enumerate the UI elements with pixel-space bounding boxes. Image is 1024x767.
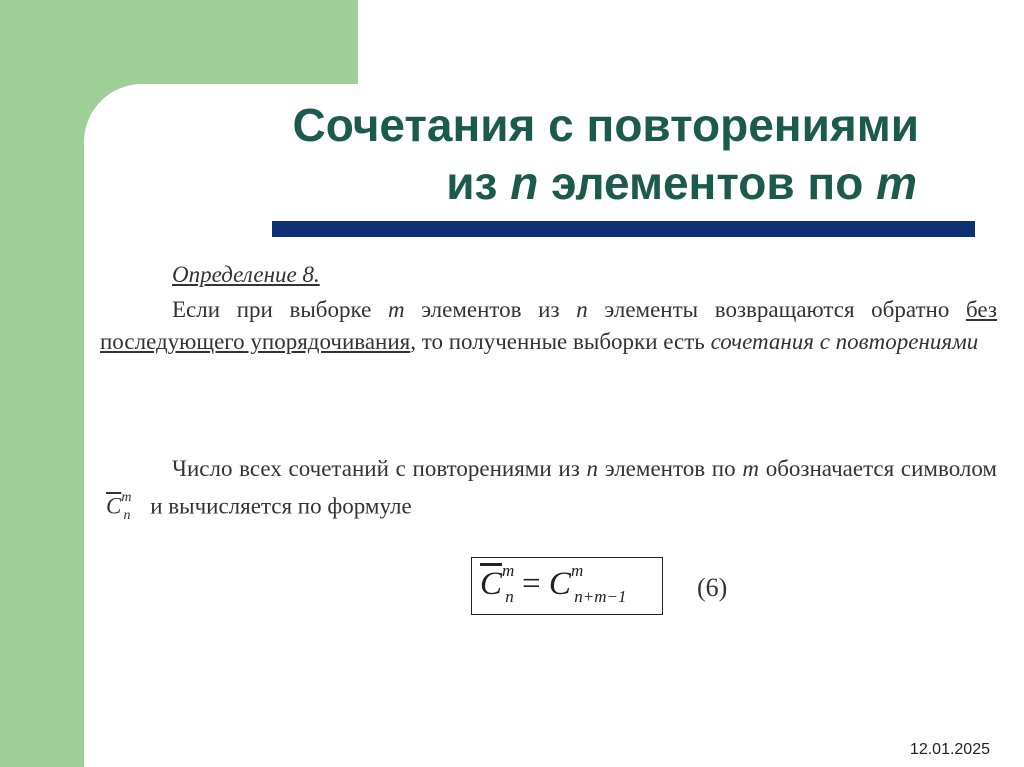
count-text-d: и вычисляется по формуле	[144, 493, 412, 519]
green-left-strip	[0, 84, 84, 767]
rhs-base: C	[548, 566, 571, 602]
equation-number: (6)	[697, 573, 728, 602]
def-var-n: n	[576, 297, 588, 322]
symbol-base: $\overline{C}$	[106, 493, 122, 519]
definition-heading: Определение 8.	[172, 262, 320, 287]
slide-date: 12.01.2025	[909, 741, 990, 758]
rhs-sub: n+m−1	[574, 586, 627, 606]
count-text-a: Число всех сочетаний с повторениями из	[172, 456, 587, 481]
title-line-2	[293, 154, 919, 212]
slide-title	[293, 96, 919, 212]
def-var-m: m	[387, 297, 405, 322]
title-n: n	[510, 157, 539, 209]
combination-symbol	[106, 485, 138, 532]
symbol-sub: n	[123, 508, 131, 524]
count-text-c: обозначается символом	[758, 456, 997, 481]
equals-sign: =	[513, 566, 549, 602]
definition-paragraph	[100, 294, 997, 358]
count-var-n: n	[586, 456, 599, 481]
count-var-m: m	[742, 456, 759, 481]
title-mid: элементов по	[538, 157, 877, 209]
count-text-b: элементов по	[598, 456, 743, 481]
def-text-c: элементы возвращаются обратно	[587, 297, 967, 322]
lhs-sub: n	[505, 586, 514, 606]
symbol-sup: m	[121, 490, 132, 505]
count-paragraph	[100, 452, 997, 532]
title-underline-bar	[272, 221, 975, 237]
formula-box	[471, 557, 663, 615]
title-prefix: из	[446, 157, 511, 209]
def-text-d: , то полученные выборки есть	[410, 329, 711, 354]
title-line-1: Сочетания с повторениями	[292, 99, 919, 151]
lhs-sup: m	[502, 561, 515, 580]
def-term: сочетания с повторениями	[710, 329, 979, 354]
def-text-b: элементов из	[404, 297, 577, 322]
title-m: m	[876, 157, 917, 209]
lhs-base: $\overline{C}$	[480, 566, 503, 602]
def-underlined: без последующего упорядочивания	[100, 297, 997, 354]
def-text-a: Если при выборке	[172, 297, 388, 322]
rhs-sup: m	[570, 561, 584, 580]
